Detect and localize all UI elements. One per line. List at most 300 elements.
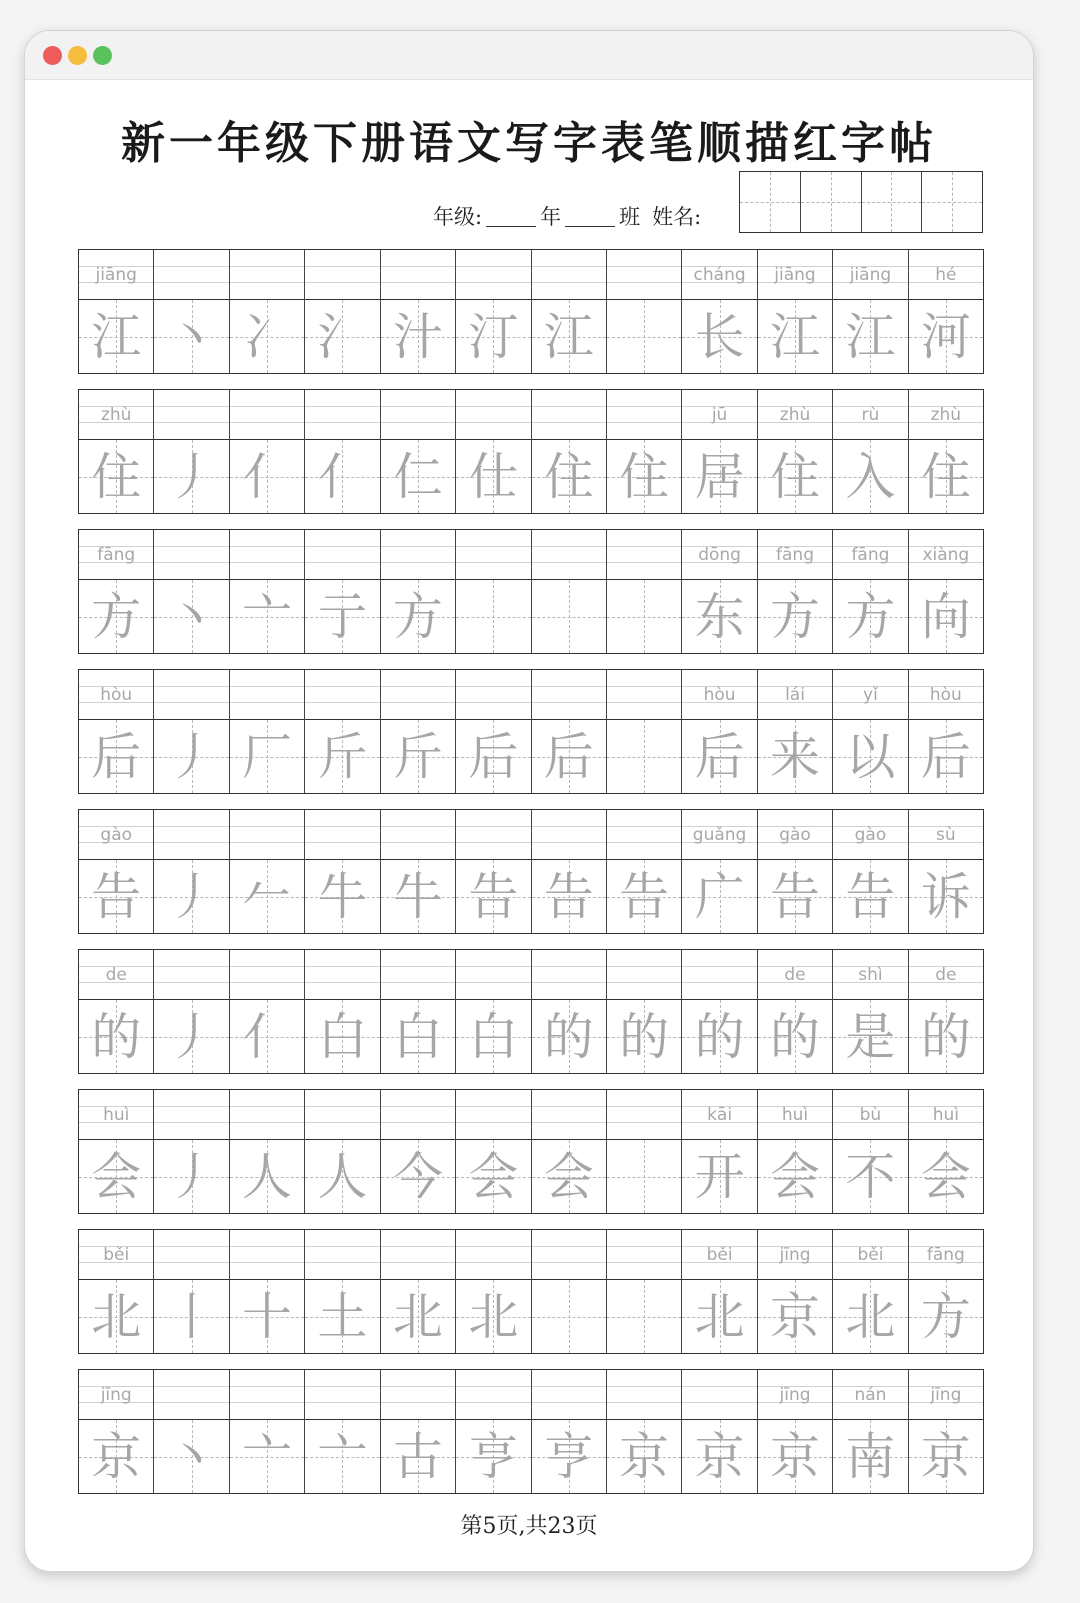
class-blank[interactable] [565,206,615,227]
pinyin-text: guǎng [692,824,747,845]
tian-grid-box[interactable] [909,1420,983,1493]
tian-grid-box[interactable] [456,440,530,513]
practice-cell[interactable] [682,250,757,373]
practice-cell[interactable] [305,1090,380,1213]
practice-cell[interactable] [305,810,380,933]
pinyin-box [758,390,832,440]
tian-grid-box[interactable] [682,720,756,793]
tian-grid-box[interactable] [607,1420,681,1493]
pinyin-text: běi [857,1244,884,1265]
tian-grid-box[interactable] [230,1420,304,1493]
tian-grid-box[interactable] [607,720,681,793]
tian-grid-box[interactable] [833,300,907,373]
practice-cell[interactable] [909,1370,983,1493]
pinyin-text: jīng [779,1384,811,1405]
tian-grid-box[interactable] [758,860,832,933]
tian-grid-box[interactable] [532,1420,606,1493]
tian-grid-box[interactable] [381,440,455,513]
tian-grid-box[interactable] [909,580,983,653]
practice-row [78,1369,984,1494]
practice-cell[interactable] [381,390,456,513]
pinyin-box [909,670,983,720]
tian-grid-box[interactable] [682,580,756,653]
practice-cell[interactable] [909,390,983,513]
pinyin-box [305,810,379,860]
practice-cell[interactable] [79,1090,154,1213]
trace-character: 厂 [242,727,293,786]
maximize-dot-icon[interactable] [93,46,112,65]
trace-character: 牛 [392,867,443,926]
name-cell[interactable] [740,172,801,232]
name-cell[interactable] [801,172,862,232]
trace-character: 不 [845,1147,896,1206]
pinyin-box [909,390,983,440]
practice-cell[interactable] [456,670,531,793]
trace-character: 丿 [166,867,217,926]
practice-cell[interactable] [79,810,154,933]
tian-grid-box[interactable] [682,1280,756,1353]
pinyin-box [607,1230,681,1280]
practice-cell[interactable] [909,1230,983,1353]
tian-grid-box[interactable] [532,860,606,933]
tian-grid-box[interactable] [381,860,455,933]
practice-cell[interactable] [79,1370,154,1493]
tian-grid-box[interactable] [305,1140,379,1213]
practice-cell[interactable] [305,670,380,793]
tian-grid-box[interactable] [456,720,530,793]
tian-grid-box[interactable] [79,720,153,793]
tian-grid-box[interactable] [305,1000,379,1073]
practice-cell[interactable] [682,1090,757,1213]
trace-character: 古 [392,1427,443,1486]
pinyin-box [909,250,983,300]
pinyin-box [305,950,379,1000]
tian-grid-box[interactable] [305,1420,379,1493]
trace-character: 亠 [242,1427,293,1486]
pinyin-text: jīng [930,1384,962,1405]
trace-character: 是 [845,1007,896,1066]
practice-cell[interactable] [758,810,833,933]
practice-cell[interactable] [154,810,229,933]
trace-character: 住 [770,447,820,506]
tian-grid-box[interactable] [230,580,304,653]
tian-grid-box[interactable] [682,300,756,373]
practice-cell[interactable] [154,250,229,373]
practice-cell[interactable] [833,950,908,1073]
practice-cell[interactable] [758,1370,833,1493]
practice-cell[interactable] [607,950,682,1073]
pinyin-box [456,1370,530,1420]
tian-grid-box[interactable] [154,1000,228,1073]
tian-grid-box[interactable] [381,1280,455,1353]
pinyin-text: gào [779,824,811,845]
practice-cell[interactable] [154,1230,229,1353]
tian-grid-box[interactable] [154,1140,228,1213]
pinyin-box [909,810,983,860]
practice-cell[interactable] [682,670,757,793]
practice-cell[interactable] [833,1090,908,1213]
pinyin-box [230,670,304,720]
tian-grid-box[interactable] [758,1420,832,1493]
practice-cell[interactable] [682,810,757,933]
practice-cell[interactable] [833,670,908,793]
practice-cell[interactable] [833,250,908,373]
tian-grid-box[interactable] [909,860,983,933]
practice-cell[interactable] [154,1090,229,1213]
tian-grid-box[interactable] [456,1280,530,1353]
practice-cell[interactable] [532,810,607,933]
trace-character: 的 [694,1007,745,1066]
practice-cell[interactable] [79,1230,154,1353]
trace-character: 北 [468,1287,519,1346]
practice-cell[interactable] [682,1370,757,1493]
tian-grid-box[interactable] [758,1280,832,1353]
trace-character: 仕 [468,447,519,506]
tian-grid-box[interactable] [833,1280,907,1353]
practice-cell[interactable] [833,1230,908,1353]
tian-grid-box[interactable] [230,300,304,373]
practice-cell[interactable] [833,390,908,513]
pinyin-box [79,530,153,580]
practice-cell[interactable] [532,950,607,1073]
tian-grid-box[interactable] [909,300,983,373]
practice-cell[interactable] [154,950,229,1073]
tian-grid-box[interactable] [456,1000,530,1073]
practice-cell[interactable] [532,390,607,513]
tian-grid-box[interactable] [532,440,606,513]
tian-grid-box[interactable] [230,440,304,513]
tian-grid-box[interactable] [758,720,832,793]
practice-cell[interactable] [305,950,380,1073]
practice-cell[interactable] [607,1090,682,1213]
practice-cell[interactable] [909,250,983,373]
pinyin-box [230,390,304,440]
practice-cell[interactable] [381,950,456,1073]
name-writing-box[interactable] [739,171,983,233]
practice-cell[interactable] [79,950,154,1073]
tian-grid-box[interactable] [682,1420,756,1493]
practice-cell[interactable] [154,530,229,653]
pinyin-box [230,530,304,580]
pinyin-box [833,950,907,1000]
pinyin-text: sù [936,824,956,845]
practice-cell[interactable] [305,1230,380,1353]
practice-cell[interactable] [79,530,154,653]
tian-grid-box[interactable] [154,580,228,653]
tian-grid-box[interactable] [682,860,756,933]
pinyin-text: hòu [929,684,962,705]
tian-grid-box[interactable] [79,300,153,373]
practice-cell[interactable] [682,390,757,513]
practice-cell[interactable] [909,1090,983,1213]
tian-grid-box[interactable] [230,1280,304,1353]
tian-grid-box[interactable] [154,860,228,933]
practice-cell[interactable] [154,390,229,513]
tian-grid-box[interactable] [532,300,606,373]
practice-cell[interactable] [230,1230,305,1353]
practice-cell[interactable] [456,810,531,933]
tian-grid-box[interactable] [682,440,756,513]
practice-cell[interactable] [79,390,154,513]
practice-cell[interactable] [230,670,305,793]
practice-cell[interactable] [833,810,908,933]
pinyin-text: kāi [707,1104,733,1125]
practice-cell[interactable] [305,390,380,513]
practice-cell[interactable] [607,670,682,793]
practice-cell[interactable] [607,1230,682,1353]
trace-character: 告 [468,867,519,926]
tian-grid-box[interactable] [79,1280,153,1353]
tian-grid-box[interactable] [381,1000,455,1073]
practice-cell[interactable] [230,950,305,1073]
pinyin-box [79,810,153,860]
tian-grid-box[interactable] [230,1000,304,1073]
practice-cell[interactable] [758,670,833,793]
tian-grid-box[interactable] [758,1000,832,1073]
tian-grid-box[interactable] [833,860,907,933]
tian-grid-box[interactable] [381,1420,455,1493]
tian-grid-box[interactable] [607,580,681,653]
practice-cell[interactable] [607,1370,682,1493]
practice-cell[interactable] [909,950,983,1073]
tian-grid-box[interactable] [532,720,606,793]
tian-grid-box[interactable] [79,1420,153,1493]
practice-cell[interactable] [381,810,456,933]
practice-cell[interactable] [381,670,456,793]
tian-grid-box[interactable] [607,1280,681,1353]
practice-cell[interactable] [532,1230,607,1353]
tian-grid-box[interactable] [381,300,455,373]
tian-grid-box[interactable] [833,580,907,653]
practice-cell[interactable] [532,1090,607,1213]
tian-grid-box[interactable] [607,300,681,373]
practice-cell[interactable] [607,250,682,373]
pinyin-box [381,250,455,300]
trace-character: 诉 [920,867,971,926]
name-cell[interactable] [922,172,982,232]
name-cell[interactable] [862,172,923,232]
tian-grid-box[interactable] [154,440,228,513]
practice-cell[interactable] [381,250,456,373]
practice-cell[interactable] [456,950,531,1073]
practice-cell[interactable] [682,950,757,1073]
practice-cell[interactable] [456,1090,531,1213]
tian-grid-box[interactable] [154,720,228,793]
practice-cell[interactable] [909,810,983,933]
trace-character: 丶 [166,1427,217,1486]
practice-cell[interactable] [381,1230,456,1353]
tian-grid-box[interactable] [833,1140,907,1213]
tian-grid-box[interactable] [758,300,832,373]
practice-cell[interactable] [758,1090,833,1213]
pinyin-text: lái [785,684,805,705]
practice-cell[interactable] [305,1370,380,1493]
tian-grid-box[interactable] [305,860,379,933]
tian-grid-box[interactable] [305,300,379,373]
trace-character: 京 [770,1287,820,1346]
pinyin-box [305,670,379,720]
practice-row [78,949,984,1074]
tian-grid-box[interactable] [758,440,832,513]
tian-grid-box[interactable] [909,440,983,513]
trace-character: 方 [91,587,142,646]
tian-grid-box[interactable] [79,1000,153,1073]
practice-cell[interactable] [230,250,305,373]
practice-cell[interactable] [456,1370,531,1493]
tian-grid-box[interactable] [456,1420,530,1493]
pinyin-box [758,250,832,300]
tian-grid-box[interactable] [909,720,983,793]
practice-cell[interactable] [381,1090,456,1213]
year-blank[interactable] [486,206,536,227]
pinyin-box [682,250,756,300]
pinyin-text: bù [859,1104,882,1125]
practice-cell[interactable] [456,530,531,653]
practice-cell[interactable] [532,250,607,373]
tian-grid-box[interactable] [532,1140,606,1213]
tian-grid-box[interactable] [381,1140,455,1213]
pinyin-text: gào [100,824,133,845]
trace-character: 后 [543,727,594,786]
practice-cell[interactable] [154,670,229,793]
trace-character: 告 [543,867,594,926]
tian-grid-box[interactable] [833,440,907,513]
trace-character: 北 [845,1287,896,1346]
tian-grid-box[interactable] [607,440,681,513]
trace-character: 丿 [166,1147,217,1206]
trace-character: 京 [619,1427,670,1486]
practice-cell[interactable] [381,530,456,653]
practice-cell[interactable] [607,530,682,653]
tian-grid-box[interactable] [79,580,153,653]
tian-grid-box[interactable] [154,300,228,373]
tian-grid-box[interactable] [682,1000,756,1073]
tian-grid-box[interactable] [230,860,304,933]
practice-cell[interactable] [230,390,305,513]
practice-cell[interactable] [532,530,607,653]
practice-cell[interactable] [758,250,833,373]
practice-cell[interactable] [532,1370,607,1493]
tian-grid-box[interactable] [833,1000,907,1073]
tian-grid-box[interactable] [456,860,530,933]
trace-character: 丶 [166,587,217,646]
name-label: 姓名: [652,205,702,229]
tian-grid-box[interactable] [607,1140,681,1213]
trace-character: 亠 [242,587,293,646]
tian-grid-box[interactable] [305,720,379,793]
tian-grid-box[interactable] [909,1280,983,1353]
trace-character: 今 [392,1147,443,1206]
practice-cell[interactable] [758,390,833,513]
tian-grid-box[interactable] [230,1140,304,1213]
pinyin-box [154,670,228,720]
practice-cell[interactable] [79,250,154,373]
practice-cell[interactable] [154,1370,229,1493]
practice-cell[interactable] [607,810,682,933]
tian-grid-box[interactable] [79,1140,153,1213]
tian-grid-box[interactable] [833,1420,907,1493]
tian-grid-box[interactable] [607,860,681,933]
practice-cell[interactable] [682,1230,757,1353]
tian-grid-box[interactable] [305,1280,379,1353]
close-dot-icon[interactable] [43,46,62,65]
tian-grid-box[interactable] [607,1000,681,1073]
tian-grid-box[interactable] [682,1140,756,1213]
pinyin-box [381,670,455,720]
tian-grid-box[interactable] [79,440,153,513]
pinyin-box [682,950,756,1000]
tian-grid-box[interactable] [305,580,379,653]
pinyin-text: jiāng [774,264,816,285]
tian-grid-box[interactable] [381,720,455,793]
practice-cell[interactable] [230,1370,305,1493]
practice-cell[interactable] [758,530,833,653]
practice-cell[interactable] [758,1230,833,1353]
practice-cell[interactable] [833,1370,908,1493]
practice-cell[interactable] [230,1090,305,1213]
tian-grid-box[interactable] [758,1140,832,1213]
trace-character: 告 [845,867,896,926]
practice-cell[interactable] [230,810,305,933]
tian-grid-box[interactable] [154,1420,228,1493]
practice-cell[interactable] [305,530,380,653]
trace-character: 南 [845,1427,896,1486]
practice-cell[interactable] [305,250,380,373]
tian-grid-box[interactable] [833,720,907,793]
tian-grid-box[interactable] [154,1280,228,1353]
trace-character: 汀 [468,307,519,366]
tian-grid-box[interactable] [79,860,153,933]
practice-cell[interactable] [833,530,908,653]
tian-grid-box[interactable] [532,580,606,653]
practice-cell[interactable] [682,530,757,653]
practice-cell[interactable] [532,670,607,793]
practice-cell[interactable] [79,670,154,793]
pinyin-box [833,810,907,860]
tian-grid-box[interactable] [532,1000,606,1073]
practice-cell[interactable] [230,530,305,653]
practice-cell[interactable] [607,390,682,513]
trace-character: 江 [91,307,142,366]
tian-grid-box[interactable] [456,300,530,373]
tian-grid-box[interactable] [230,720,304,793]
tian-grid-box[interactable] [909,1140,983,1213]
pinyin-text: zhù [100,404,132,425]
minimize-dot-icon[interactable] [68,46,87,65]
trace-character: 的 [920,1007,971,1066]
trace-character: 牛 [317,867,368,926]
practice-cell[interactable] [909,670,983,793]
tian-grid-box[interactable] [909,1000,983,1073]
tian-grid-box[interactable] [758,580,832,653]
practice-cell[interactable] [456,1230,531,1353]
practice-cell[interactable] [456,250,531,373]
tian-grid-box[interactable] [456,580,530,653]
tian-grid-box[interactable] [532,1280,606,1353]
practice-cell[interactable] [456,390,531,513]
tian-grid-box[interactable] [381,580,455,653]
practice-cell[interactable] [909,530,983,653]
pinyin-box [909,1370,983,1420]
practice-cell[interactable] [381,1370,456,1493]
trace-character: 方 [920,1287,971,1346]
tian-grid-box[interactable] [456,1140,530,1213]
pinyin-text: cháng [693,264,746,285]
tian-grid-box[interactable] [305,440,379,513]
practice-cell[interactable] [758,950,833,1073]
pinyin-box [456,530,530,580]
pinyin-text: jīng [100,1384,132,1405]
